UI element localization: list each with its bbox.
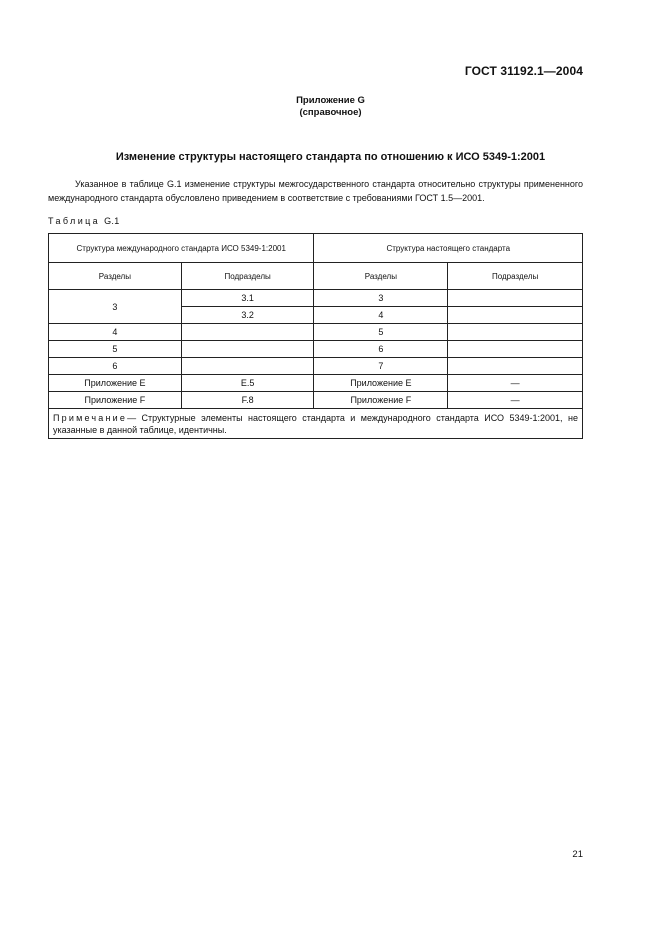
cell-cur-section: 7 [314,358,448,375]
section-title: Изменение структуры настоящего стандарта по отношению к ИСО 5349-1:2001 [115,151,546,163]
table-row [49,341,583,358]
note-lead: Примечание [53,413,128,423]
cell-intl-subsection [181,358,314,375]
table-caption-label: Таблица [48,216,101,226]
standard-code: ГОСТ 31192.1—2004 [464,64,583,78]
table-row [49,392,583,409]
cell-cur-section: 3 [314,290,448,307]
cell-cur-section: 4 [314,307,448,324]
cell-cur-subsection [448,358,583,375]
table-note [49,409,583,439]
cell-cur-section: Приложение F [314,392,448,409]
cell-intl-subsection [181,341,314,358]
table-caption-number: G.1 [104,216,120,226]
cell-cur-subsection [448,307,583,324]
table-row [49,324,583,341]
cell-cur-section: Приложение E [314,375,448,392]
table-caption [48,216,120,226]
cell-cur-subsection: — [448,375,583,392]
intro-paragraph: Указанное в таблице G.1 изменение структуры межгосударственного стандарта относительно структуры примененного международного стандарта обусловлено приведением в соответствие с требованиями ГОСТ 1.5—2001. [48,179,583,203]
table-group-header-row [49,234,583,263]
cell-cur-subsection [448,290,583,307]
table-column-header-row [49,263,583,290]
header-current-structure: Структура настоящего стандарта [314,234,583,263]
cell-intl-subsection: F.8 [181,392,314,409]
cell-cur-subsection [448,324,583,341]
note-text: — Структурные элементы настоящего стандарта и международного стандарта ИСО 5349-1:2001, не указанные в данной таблице, идентичны. [53,413,578,435]
cell-cur-section: 5 [314,324,448,341]
cell-intl-section: Приложение E [49,375,182,392]
cell-intl-subsection: 3.1 [181,290,314,307]
page-number: 21 [572,849,583,860]
col-header-cur-subsections: Подразделы [448,263,583,290]
cell-cur-subsection: — [448,392,583,409]
col-header-cur-sections: Разделы [314,263,448,290]
appendix-name: Приложение G [296,95,365,106]
table-row [49,358,583,375]
structure-comparison-table [48,233,583,439]
appendix-heading [0,95,661,119]
cell-intl-section: 6 [49,358,182,375]
cell-intl-subsection [181,324,314,341]
cell-intl-section: 4 [49,324,182,341]
cell-cur-subsection [448,341,583,358]
col-header-intl-sections: Разделы [49,263,182,290]
appendix-type: (справочное) [299,107,362,118]
table-row [49,375,583,392]
col-header-intl-subsections: Подразделы [181,263,314,290]
cell-intl-section: Приложение F [49,392,182,409]
cell-cur-section: 6 [314,341,448,358]
header-international-structure: Структура международного стандарта ИСО 5349-1:2001 [49,234,314,263]
table-row [49,290,583,307]
table-note-row [49,409,583,439]
cell-intl-subsection: E.5 [181,375,314,392]
cell-intl-section: 5 [49,341,182,358]
cell-intl-subsection: 3.2 [181,307,314,324]
cell-intl-section: 3 [49,290,182,324]
